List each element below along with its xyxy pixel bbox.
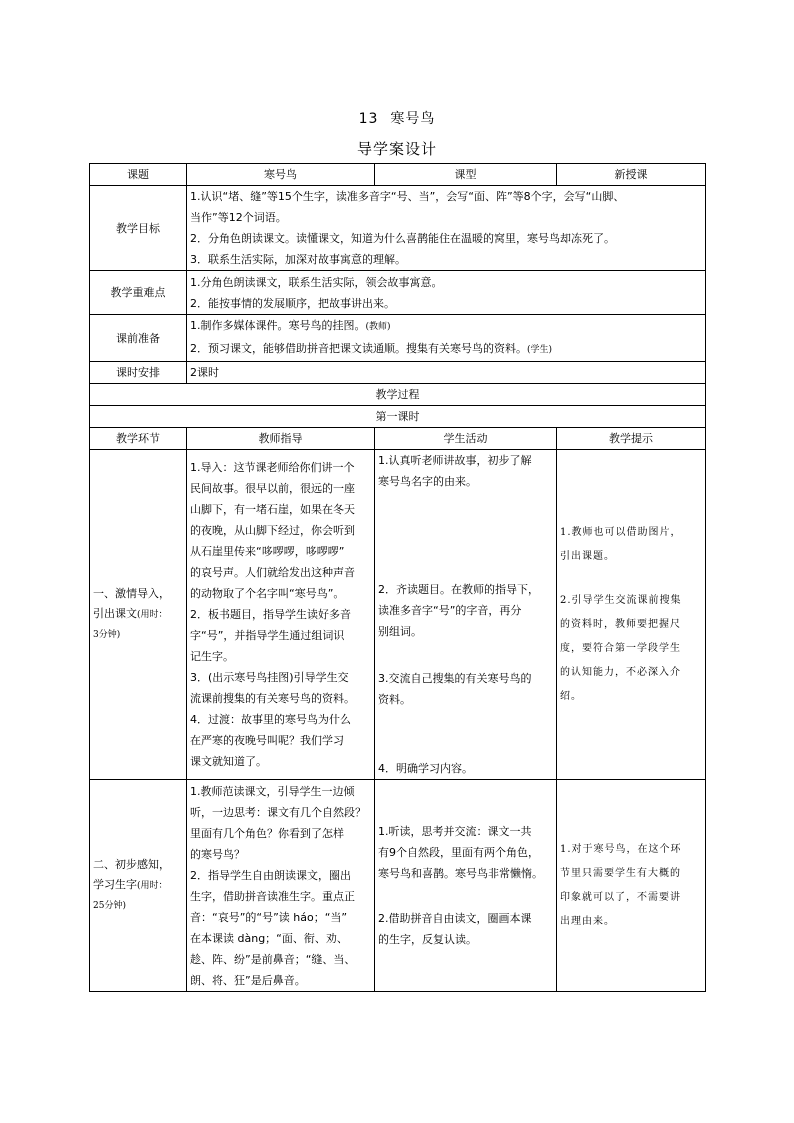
- hint-line: 1.对于寒号鸟，在这个环: [560, 843, 682, 855]
- student-line: 2．齐读题目。在教师的指导下，: [378, 583, 539, 596]
- student-line: 2.借助拼音自由读文，圈画本课: [378, 912, 532, 925]
- hint-line: 的认知能力，不必深入介: [560, 666, 681, 678]
- column-header-row: [90, 428, 706, 450]
- process-title-row: [90, 384, 706, 406]
- teacher-line: 课文就知道了。: [190, 755, 267, 768]
- teacher-guidance-cell: [187, 780, 375, 992]
- period-title: 第一课时: [90, 406, 706, 428]
- preparation-cell: [187, 315, 706, 362]
- lesson-title: 寒号鸟: [390, 111, 436, 127]
- teaching-hint-cell: [557, 450, 706, 780]
- preparation-label: 课前准备: [90, 315, 187, 362]
- column-header: 教师指导: [187, 428, 375, 450]
- process-title: 教学过程: [90, 384, 706, 406]
- teacher-line: 里面有几个角色？你看到了怎样: [190, 826, 344, 840]
- key-point-line: 2．能按事情的发展顺序，把故事讲出来。: [190, 296, 395, 310]
- student-line: 寒号鸟和喜鹊。寒号鸟非常懒惰。: [378, 867, 543, 880]
- teacher-line: 听，一边思考：课文有几个自然段？: [190, 805, 366, 819]
- teacher-line: 的哀号声。人们就给发出这种声音: [190, 566, 355, 579]
- stage-name-cell: [90, 450, 187, 780]
- student-line: 有9个自然段，里面有两个角色，: [378, 846, 539, 859]
- preparation-note: (教师): [365, 322, 391, 332]
- teacher-line: 朗、将、狂”是后鼻音。: [190, 973, 306, 987]
- hint-line: 印象就可以了，不需要讲: [560, 891, 681, 903]
- teacher-line: 字“号”，并指导学生通过组词识: [190, 629, 345, 642]
- student-line: 别组词。: [378, 625, 422, 638]
- document-title: 导学案设计: [356, 140, 437, 158]
- lesson-number: 13: [358, 111, 379, 127]
- student-line: 1.认真听老师讲故事，初步了解: [378, 454, 532, 467]
- preparation-note: (学生): [527, 345, 553, 355]
- stage-row: [90, 450, 706, 780]
- student-line: 寒号鸟名字的由来。: [378, 475, 477, 488]
- student-line: 读准多音字“号”的字音，再分: [378, 604, 522, 617]
- hint-line: 1.教师也可以借助图片，: [560, 526, 682, 538]
- key-point-line: 1.分角色朗读课文，联系生活实际，领会故事寓意。: [190, 275, 443, 289]
- teacher-line: 3．(出示寒号鸟挂图)引导学生交: [190, 671, 349, 684]
- hint-line: 的资料时，教师要把握尺: [560, 618, 681, 630]
- stage-name-cell: [90, 780, 187, 992]
- topic-label: 课题: [90, 164, 187, 186]
- teacher-line: 2．指导学生自由朗读课文，圈出: [190, 868, 351, 882]
- teacher-line: 1.教师范读课文，引导学生一边倾: [190, 784, 355, 798]
- preparation-line: 2．预习课文，能够借助拼音把课文读通顺。搜集有关寒号鸟的资料。(学生): [190, 342, 553, 355]
- goal-line: 3．联系生活实际，加深对故事寓意的理解。: [190, 253, 406, 266]
- column-header: 教学环节: [90, 428, 187, 450]
- goals-row: [90, 186, 706, 271]
- hint-line: 绍。: [560, 690, 582, 702]
- stage-time-note: (用时：: [137, 881, 168, 891]
- teacher-line: 4．过渡：故事里的寒号鸟为什么: [190, 713, 351, 726]
- student-line: 4．明确学习内容。: [378, 762, 473, 775]
- teacher-line: 的动物取了个名字叫“寒号鸟”。: [190, 587, 345, 600]
- student-activity-cell: [375, 780, 557, 992]
- student-line: 1.听读，思考并交流：课文一共: [378, 825, 532, 838]
- hint-line: 度，要符合第一学段学生: [560, 642, 681, 654]
- teacher-line: 记生字。: [190, 650, 234, 663]
- student-line: 的生字，反复认读。: [378, 933, 477, 946]
- teacher-line: 2．板书题目，指导学生读好多音: [190, 608, 351, 621]
- teacher-line: 民间故事。很早以前，很远的一座: [190, 482, 355, 495]
- teacher-line: 生字，借助拼音读准生字。重点正: [190, 889, 355, 903]
- key-points-cell: [187, 271, 706, 315]
- schedule-row: [90, 362, 706, 384]
- student-line: 3.交流自己搜集的有关寒号鸟的: [378, 672, 532, 685]
- goal-line: 2．分角色朗读课文。读懂课文，知道为什么喜鹊能住在温暖的窝里，寒号鸟却冻死了。: [190, 232, 615, 245]
- goals-label: 教学目标: [90, 186, 187, 271]
- teacher-line: 1.导入：这节课老师给你们讲一个: [190, 461, 355, 474]
- column-header: 教学提示: [557, 428, 706, 450]
- schedule-value: 2课时: [187, 362, 706, 384]
- teacher-line: 山脚下，有一堵石崖，如果在冬天: [190, 503, 355, 516]
- stage-row: [90, 780, 706, 992]
- column-header: 学生活动: [375, 428, 557, 450]
- lesson-heading: [0, 108, 794, 128]
- hint-line: 节里只需要学生有大概的: [560, 867, 681, 879]
- teacher-line: 的寒号鸟？: [190, 847, 245, 861]
- goal-line: 1.认识“堵、缝”等15个生字，读准多音字“号、当”，会写“面、阵”等8个字，会写“山脚、: [190, 190, 625, 203]
- lesson-plan-table: [89, 163, 706, 992]
- student-line: 资料。: [378, 693, 411, 706]
- schedule-label: 课时安排: [90, 362, 187, 384]
- key-points-label: 教学重难点: [90, 271, 187, 315]
- hint-line: 2.引导学生交流课前搜集: [560, 594, 682, 606]
- preparation-line: 1.制作多媒体课件。寒号鸟的挂图。(教师): [190, 319, 391, 332]
- teacher-guidance-cell: [187, 450, 375, 780]
- teacher-line: 趁、阵、纷”是前鼻音；“缝、当、: [190, 952, 356, 966]
- teacher-line: 的夜晚，从山脚下经过，你会听到: [190, 524, 355, 537]
- stage-time-note: (用时：: [137, 610, 168, 620]
- stage-name-line: 学习生字(用时：: [93, 878, 168, 891]
- type-label: 课型: [375, 164, 557, 186]
- topic-row: [90, 164, 706, 186]
- stage-name-line: 二、初步感知，: [93, 858, 170, 871]
- stage-time-note: 25分钟): [93, 901, 126, 911]
- hint-line: 出理由来。: [560, 915, 615, 927]
- teaching-hint-cell: [557, 780, 706, 992]
- key-points-row: [90, 271, 706, 315]
- teacher-line: 在严寒的夜晚号叫呢？我们学习: [190, 734, 344, 747]
- goals-cell: [187, 186, 706, 271]
- student-activity-cell: [375, 450, 557, 780]
- stage-time-note: 3分钟): [93, 630, 121, 640]
- period-title-row: [90, 406, 706, 428]
- teacher-line: 在本课读 dàng；“面、衔、劝、: [190, 931, 348, 945]
- teacher-line: 流课前搜集的有关寒号鸟的资料。: [190, 692, 355, 705]
- preparation-row: [90, 315, 706, 362]
- topic-value: 寒号鸟: [187, 164, 375, 186]
- teacher-line: 从石崖里传来“哆啰啰，哆啰啰”: [190, 545, 345, 558]
- stage-name-line: 一、激情导入，: [93, 587, 170, 600]
- teacher-line: 音：“哀号”的“号”读 háo；“当”: [190, 910, 348, 924]
- type-value: 新授课: [557, 164, 706, 186]
- stage-name-line: 引出课文(用时：: [93, 607, 168, 620]
- hint-line: 引出课题。: [560, 550, 615, 562]
- goal-line: 当作”等12个词语。: [190, 211, 287, 224]
